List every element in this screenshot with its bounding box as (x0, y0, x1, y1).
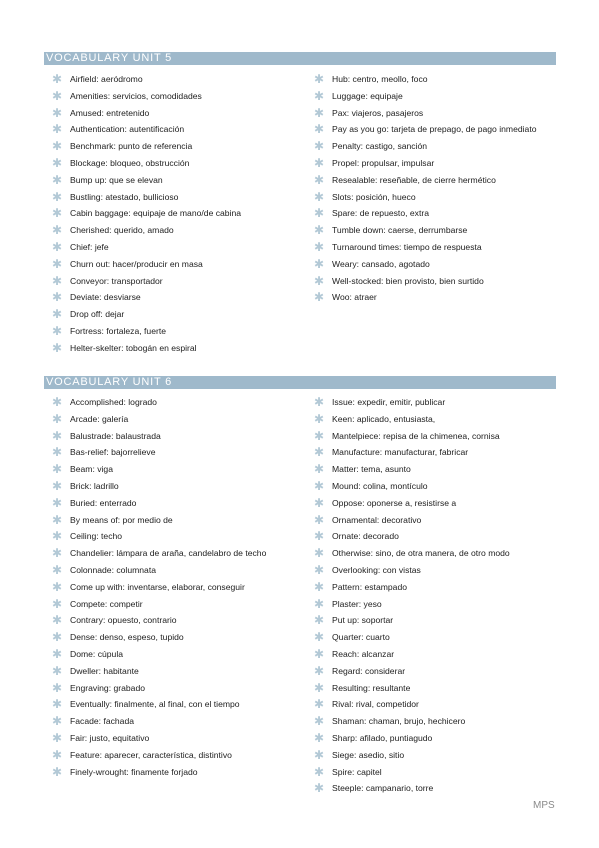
asterisk-bullet-icon: ✱ (313, 273, 325, 288)
vocab-item (306, 189, 558, 206)
vocab-entry: Dome: cúpula (70, 648, 124, 659)
vocab-entry: Resulting: resultante (332, 682, 411, 693)
asterisk-bullet-icon: ✱ (51, 764, 63, 779)
asterisk-bullet-icon: ✱ (313, 613, 325, 628)
vocab-entry: Benchmark: punto de referencia (70, 141, 193, 152)
vocab-item (306, 444, 558, 461)
vocab-item (306, 205, 558, 222)
vocab-item (44, 713, 294, 730)
asterisk-bullet-icon: ✱ (313, 596, 325, 611)
asterisk-bullet-icon: ✱ (313, 206, 325, 221)
asterisk-bullet-icon: ✱ (51, 680, 63, 695)
vocab-entry: Manufacture: manufacturar, fabricar (332, 447, 469, 458)
asterisk-bullet-icon: ✱ (313, 714, 325, 729)
asterisk-bullet-icon: ✱ (313, 730, 325, 745)
vocab-entry: Bas-relief: bajorrelieve (70, 447, 156, 458)
vocab-item (44, 528, 294, 545)
asterisk-bullet-icon: ✱ (313, 764, 325, 779)
asterisk-bullet-icon: ✱ (313, 88, 325, 103)
vocab-entry: Bump up: que se elevan (70, 174, 163, 185)
asterisk-bullet-icon: ✱ (51, 223, 63, 238)
vocab-item (44, 394, 294, 411)
vocab-item (44, 663, 294, 680)
vocab-item (44, 461, 294, 478)
asterisk-bullet-icon: ✱ (51, 105, 63, 120)
vocabulary-unit-6-section (44, 376, 556, 796)
vocab-entry: Slots: posición, hueco (332, 191, 416, 202)
vocab-entry: Amenities: servicios, comodidades (70, 90, 202, 101)
vocab-entry: Cabin baggage: equipaje de mano/de cabina (70, 208, 242, 219)
unit-6-left-list (44, 394, 294, 780)
vocab-item (306, 680, 558, 697)
asterisk-bullet-icon: ✱ (51, 630, 63, 645)
vocab-entry: Weary: cansado, agotado (332, 258, 430, 269)
asterisk-bullet-icon: ✱ (51, 340, 63, 355)
asterisk-bullet-icon: ✱ (313, 155, 325, 170)
asterisk-bullet-icon: ✱ (51, 395, 63, 409)
vocab-entry: Spire: capitel (332, 766, 382, 777)
vocab-entry: Churn out: hacer/producir en masa (70, 258, 203, 269)
vocab-item (44, 155, 294, 172)
vocab-entry: Sharp: afilado, puntiagudo (332, 732, 433, 743)
asterisk-bullet-icon: ✱ (51, 747, 63, 762)
vocab-item (44, 596, 294, 613)
vocab-entry: Mound: colina, montículo (332, 480, 428, 491)
vocab-item (306, 461, 558, 478)
vocab-entry: Buried: enterrado (70, 497, 137, 508)
vocab-entry: Chief: jefe (70, 241, 109, 252)
vocab-item (306, 629, 558, 646)
asterisk-bullet-icon: ✱ (313, 411, 325, 426)
vocab-item (44, 696, 294, 713)
vocab-entry: Chandelier: lámpara de araña, candelabro de techo (70, 548, 267, 559)
vocab-entry: Penalty: castigo, sanción (332, 141, 428, 152)
vocab-entry: Turnaround times: tiempo de respuesta (332, 241, 482, 252)
vocab-item (306, 696, 558, 713)
vocab-item (306, 138, 558, 155)
vocab-item (306, 105, 558, 122)
asterisk-bullet-icon: ✱ (313, 395, 325, 409)
asterisk-bullet-icon: ✱ (51, 613, 63, 628)
vocab-entry: Quarter: cuarto (332, 632, 390, 643)
asterisk-bullet-icon: ✱ (51, 546, 63, 561)
vocab-entry: Siege: asedio, sitio (332, 749, 405, 760)
asterisk-bullet-icon: ✱ (51, 495, 63, 510)
asterisk-bullet-icon: ✱ (313, 546, 325, 561)
vocab-item (306, 495, 558, 512)
vocab-entry: Accomplished: logrado (70, 397, 157, 407)
vocab-entry: Woo: atraer (332, 292, 377, 303)
vocab-item (306, 71, 558, 88)
vocab-entry: Contrary: opuesto, contrario (70, 615, 177, 626)
asterisk-bullet-icon: ✱ (313, 122, 325, 137)
vocab-item (44, 340, 294, 357)
vocab-item (306, 273, 558, 290)
asterisk-bullet-icon: ✱ (313, 663, 325, 678)
asterisk-bullet-icon: ✱ (51, 730, 63, 745)
asterisk-bullet-icon: ✱ (51, 663, 63, 678)
vocab-entry: Dense: denso, espeso, tupido (70, 632, 184, 643)
vocab-entry: Bustling: atestado, bullicioso (70, 191, 179, 202)
asterisk-bullet-icon: ✱ (313, 529, 325, 544)
vocab-item (306, 512, 558, 529)
asterisk-bullet-icon: ✱ (51, 697, 63, 712)
vocab-item (44, 764, 294, 781)
asterisk-bullet-icon: ✱ (51, 189, 63, 204)
vocab-entry: Airfield: aeródromo (70, 74, 143, 84)
asterisk-bullet-icon: ✱ (313, 139, 325, 154)
asterisk-bullet-icon: ✱ (51, 273, 63, 288)
vocab-item (306, 562, 558, 579)
asterisk-bullet-icon: ✱ (51, 323, 63, 338)
vocab-entry: Otherwise: sino, de otra manera, de otro modo (332, 548, 510, 559)
vocab-item (306, 612, 558, 629)
asterisk-bullet-icon: ✱ (51, 462, 63, 477)
vocab-item (44, 222, 294, 239)
vocab-item (306, 663, 558, 680)
vocab-item (44, 629, 294, 646)
vocab-entry: Regard: considerar (332, 665, 406, 676)
asterisk-bullet-icon: ✱ (313, 680, 325, 695)
vocab-item (306, 88, 558, 105)
asterisk-bullet-icon: ✱ (51, 122, 63, 137)
asterisk-bullet-icon: ✱ (313, 747, 325, 762)
vocab-entry: Brick: ladrillo (70, 480, 119, 491)
vocab-entry: Cherished: querido, amado (70, 225, 174, 236)
vocab-item (44, 289, 294, 306)
vocab-item (306, 646, 558, 663)
vocab-item (306, 155, 558, 172)
asterisk-bullet-icon: ✱ (51, 256, 63, 271)
asterisk-bullet-icon: ✱ (313, 189, 325, 204)
vocab-item (44, 121, 294, 138)
asterisk-bullet-icon: ✱ (51, 512, 63, 527)
asterisk-bullet-icon: ✱ (51, 714, 63, 729)
asterisk-bullet-icon: ✱ (313, 630, 325, 645)
asterisk-bullet-icon: ✱ (313, 428, 325, 443)
vocab-entry: Arcade: galería (70, 413, 129, 424)
vocab-entry: Beam: viga (70, 464, 113, 475)
vocab-item (44, 172, 294, 189)
vocab-item (44, 88, 294, 105)
vocab-entry: Conveyor: transportador (70, 275, 163, 286)
unit-5-right-list (306, 71, 558, 306)
vocab-entry: Keen: aplicado, entusiasta, (332, 413, 436, 424)
vocab-item (306, 394, 558, 411)
asterisk-bullet-icon: ✱ (51, 411, 63, 426)
vocab-item (306, 478, 558, 495)
vocab-item (44, 646, 294, 663)
asterisk-bullet-icon: ✱ (51, 239, 63, 254)
vocab-item (44, 256, 294, 273)
asterisk-bullet-icon: ✱ (51, 88, 63, 103)
vocab-entry: Resealable: reseñable, de cierre hermético (332, 174, 496, 185)
vocab-entry: Pattern: estampado (332, 581, 408, 592)
unit-6-right-list (306, 394, 558, 797)
vocab-item (306, 222, 558, 239)
vocab-item (306, 239, 558, 256)
vocab-entry: Facade: fachada (70, 716, 135, 727)
vocab-entry: Reach: alcanzar (332, 648, 395, 659)
vocab-entry: Come up with: inventarse, elaborar, conseguir (70, 581, 245, 592)
vocab-entry: Pay as you go: tarjeta de prepago, de pago inmediato (332, 124, 537, 135)
asterisk-bullet-icon: ✱ (51, 290, 63, 305)
vocab-entry: Luggage: equipaje (332, 90, 403, 101)
vocab-item (306, 411, 558, 428)
vocab-item (44, 428, 294, 445)
asterisk-bullet-icon: ✱ (51, 206, 63, 221)
vocab-item (306, 545, 558, 562)
vocab-item (306, 713, 558, 730)
asterisk-bullet-icon: ✱ (51, 529, 63, 544)
asterisk-bullet-icon: ✱ (51, 307, 63, 322)
vocab-entry: Eventually: finalmente, al final, con el tiempo (70, 699, 240, 710)
vocab-item (44, 747, 294, 764)
vocab-entry: Overlooking: con vistas (332, 564, 421, 575)
asterisk-bullet-icon: ✱ (313, 172, 325, 187)
vocab-item (306, 730, 558, 747)
vocab-item (306, 596, 558, 613)
asterisk-bullet-icon: ✱ (313, 495, 325, 510)
vocab-entry: Issue: expedir, emitir, publicar (332, 397, 446, 407)
vocab-entry: Hub: centro, meollo, foco (332, 74, 428, 84)
vocab-item (44, 205, 294, 222)
vocab-entry: Well-stocked: bien provisto, bien surtido (332, 275, 484, 286)
vocab-entry: Tumble down: caerse, derrumbarse (332, 225, 468, 236)
vocab-entry: Ceiling: techo (70, 531, 123, 542)
asterisk-bullet-icon: ✱ (313, 478, 325, 493)
vocab-entry: Rival: rival, competidor (332, 699, 419, 710)
asterisk-bullet-icon: ✱ (313, 697, 325, 712)
asterisk-bullet-icon: ✱ (51, 646, 63, 661)
vocab-entry: Deviate: desviarse (70, 292, 141, 303)
vocab-entry: Plaster: yeso (332, 598, 382, 609)
asterisk-bullet-icon: ✱ (51, 562, 63, 577)
vocab-item (306, 780, 558, 797)
vocab-item (44, 105, 294, 122)
vocab-entry: Compete: competir (70, 598, 143, 609)
asterisk-bullet-icon: ✱ (313, 105, 325, 120)
vocab-entry: Helter-skelter: tobogán en espiral (70, 342, 197, 353)
asterisk-bullet-icon: ✱ (313, 445, 325, 460)
asterisk-bullet-icon: ✱ (51, 139, 63, 154)
vocab-item (306, 121, 558, 138)
vocab-entry: Fortress: fortaleza, fuerte (70, 325, 166, 336)
vocab-item (44, 612, 294, 629)
vocab-entry: Authentication: autentificación (70, 124, 185, 135)
vocab-item (306, 528, 558, 545)
vocab-entry: By means of: por medio de (70, 514, 173, 525)
vocab-item (306, 747, 558, 764)
vocab-item (44, 306, 294, 323)
author-initials: MPS (533, 800, 555, 811)
asterisk-bullet-icon: ✱ (313, 256, 325, 271)
vocab-item (306, 289, 558, 306)
vocab-entry: Fair: justo, equitativo (70, 732, 150, 743)
vocab-entry: Spare: de repuesto, extra (332, 208, 429, 219)
vocab-entry: Steeple: campanario, torre (332, 783, 434, 794)
vocab-entry: Propel: propulsar, impulsar (332, 157, 435, 168)
asterisk-bullet-icon: ✱ (313, 462, 325, 477)
vocab-item (306, 172, 558, 189)
asterisk-bullet-icon: ✱ (51, 428, 63, 443)
vocab-entry: Put up: soportar (332, 615, 394, 626)
asterisk-bullet-icon: ✱ (313, 646, 325, 661)
vocab-item (44, 730, 294, 747)
vocab-entry: Mantelpiece: repisa de la chimenea, cornisa (332, 430, 500, 441)
asterisk-bullet-icon: ✱ (313, 562, 325, 577)
asterisk-bullet-icon: ✱ (51, 596, 63, 611)
vocab-item (44, 239, 294, 256)
vocab-item (306, 764, 558, 781)
unit-5-left-list (44, 71, 294, 357)
vocab-item (44, 273, 294, 290)
asterisk-bullet-icon: ✱ (313, 579, 325, 594)
asterisk-bullet-icon: ✱ (313, 781, 325, 796)
vocab-entry: Shaman: chaman, brujo, hechicero (332, 716, 466, 727)
asterisk-bullet-icon: ✱ (51, 579, 63, 594)
asterisk-bullet-icon: ✱ (51, 155, 63, 170)
vocabulary-unit-5-section (44, 52, 556, 355)
vocab-entry: Drop off: dejar (70, 309, 125, 320)
asterisk-bullet-icon: ✱ (51, 445, 63, 460)
vocab-entry: Dweller: habitante (70, 665, 139, 676)
vocab-item (44, 495, 294, 512)
vocab-item (44, 680, 294, 697)
vocab-entry: Ornate: decorado (332, 531, 399, 542)
vocab-item (44, 189, 294, 206)
vocab-item (306, 579, 558, 596)
vocab-item (44, 444, 294, 461)
vocab-item (44, 512, 294, 529)
vocab-entry: Ornamental: decorativo (332, 514, 422, 525)
asterisk-bullet-icon: ✱ (313, 223, 325, 238)
vocab-item (44, 323, 294, 340)
vocab-item (44, 562, 294, 579)
asterisk-bullet-icon: ✱ (313, 72, 325, 86)
vocab-item (306, 428, 558, 445)
asterisk-bullet-icon: ✱ (313, 512, 325, 527)
vocab-entry: Matter: tema, asunto (332, 464, 411, 475)
vocab-entry: Feature: aparecer, característica, distintivo (70, 749, 232, 760)
vocab-item (306, 256, 558, 273)
vocab-item (44, 411, 294, 428)
vocab-entry: Engraving: grabado (70, 682, 146, 693)
vocab-item (44, 138, 294, 155)
vocab-item (44, 545, 294, 562)
asterisk-bullet-icon: ✱ (313, 290, 325, 305)
asterisk-bullet-icon: ✱ (313, 239, 325, 254)
asterisk-bullet-icon: ✱ (51, 172, 63, 187)
vocab-entry: Pax: viajeros, pasajeros (332, 107, 424, 118)
vocab-entry: Colonnade: columnata (70, 564, 156, 575)
vocab-entry: Balustrade: balaustrada (70, 430, 161, 441)
unit-6-heading: VOCABULARY UNIT 6 (44, 376, 556, 389)
vocab-item (44, 478, 294, 495)
vocab-entry: Finely-wrought: finamente forjado (70, 766, 198, 777)
unit-5-heading: VOCABULARY UNIT 5 (44, 52, 556, 65)
asterisk-bullet-icon: ✱ (51, 478, 63, 493)
vocab-entry: Blockage: bloqueo, obstrucción (70, 157, 190, 168)
vocab-item (44, 71, 294, 88)
vocab-entry: Amused: entretenido (70, 107, 150, 118)
vocab-entry: Oppose: oponerse a, resistirse a (332, 497, 457, 508)
vocab-item (44, 579, 294, 596)
asterisk-bullet-icon: ✱ (51, 72, 63, 86)
